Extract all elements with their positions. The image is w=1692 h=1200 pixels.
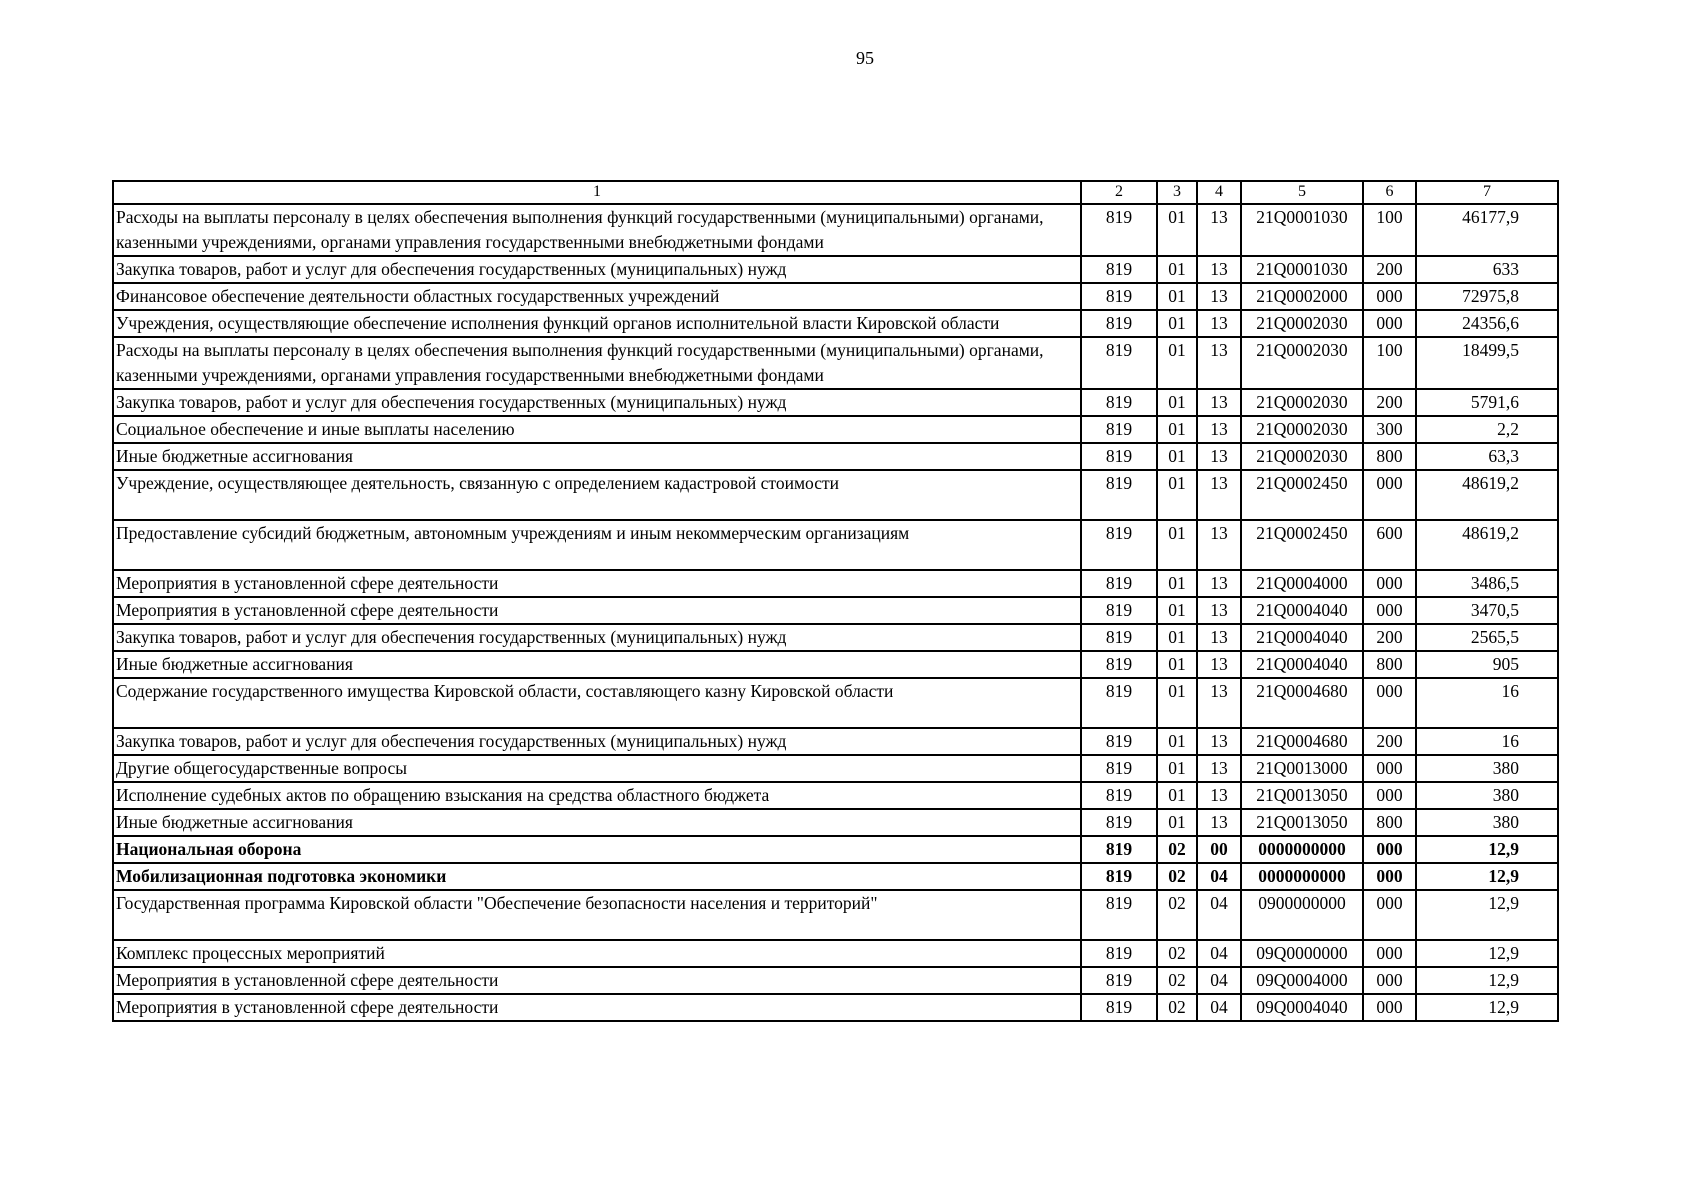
target-article-cell: 09Q0004040: [1241, 994, 1363, 1021]
amount-cell: 72975,8: [1416, 283, 1558, 310]
table-row: [113, 967, 1558, 994]
table-row: [113, 651, 1558, 678]
section-code-cell: 01: [1157, 204, 1197, 256]
expense-name-cell: Другие общегосударственные вопросы: [113, 755, 1081, 782]
header-cell: 6: [1363, 181, 1416, 204]
expense-name-cell: Мероприятия в установленной сфере деятельности: [113, 570, 1081, 597]
target-article-cell: 21Q0002030: [1241, 443, 1363, 470]
table-row: [113, 940, 1558, 967]
department-code-cell: 819: [1081, 389, 1157, 416]
subsection-code-cell: 13: [1197, 256, 1241, 283]
subsection-code-cell: 13: [1197, 470, 1241, 520]
target-article-cell: 21Q0013050: [1241, 782, 1363, 809]
expense-name-cell: Закупка товаров, работ и услуг для обеспечения государственных (муниципальных) нужд: [113, 256, 1081, 283]
expense-type-cell: 200: [1363, 728, 1416, 755]
expense-type-cell: 200: [1363, 389, 1416, 416]
department-code-cell: 819: [1081, 755, 1157, 782]
subsection-code-cell: 13: [1197, 728, 1241, 755]
table-row: [113, 597, 1558, 624]
expense-name-cell: Государственная программа Кировской области "Обеспечение безопасности населения и территорий": [113, 890, 1081, 940]
department-code-cell: 819: [1081, 283, 1157, 310]
expense-type-cell: 100: [1363, 337, 1416, 389]
subsection-code-cell: 13: [1197, 809, 1241, 836]
department-code-cell: 819: [1081, 443, 1157, 470]
amount-cell: 3486,5: [1416, 570, 1558, 597]
target-article-cell: 21Q0004680: [1241, 728, 1363, 755]
amount-cell: 18499,5: [1416, 337, 1558, 389]
amount-cell: 48619,2: [1416, 470, 1558, 520]
table-row: [113, 570, 1558, 597]
amount-cell: 16: [1416, 728, 1558, 755]
amount-cell: 12,9: [1416, 863, 1558, 890]
expense-type-cell: 000: [1363, 994, 1416, 1021]
target-article-cell: 21Q0013050: [1241, 809, 1363, 836]
expense-type-cell: 000: [1363, 836, 1416, 863]
department-code-cell: 819: [1081, 520, 1157, 570]
expense-type-cell: 000: [1363, 570, 1416, 597]
expense-type-cell: 100: [1363, 204, 1416, 256]
expense-type-cell: 000: [1363, 782, 1416, 809]
expense-type-cell: 800: [1363, 443, 1416, 470]
amount-cell: 46177,9: [1416, 204, 1558, 256]
target-article-cell: 21Q0004040: [1241, 651, 1363, 678]
department-code-cell: 819: [1081, 678, 1157, 728]
expense-name-cell: Иные бюджетные ассигнования: [113, 443, 1081, 470]
department-code-cell: 819: [1081, 967, 1157, 994]
amount-cell: 63,3: [1416, 443, 1558, 470]
section-code-cell: 01: [1157, 809, 1197, 836]
subsection-code-cell: 13: [1197, 416, 1241, 443]
target-article-cell: 21Q0002030: [1241, 389, 1363, 416]
expense-name-cell: Комплекс процессных мероприятий: [113, 940, 1081, 967]
expense-type-cell: 000: [1363, 863, 1416, 890]
table-row: [113, 728, 1558, 755]
section-code-cell: 01: [1157, 389, 1197, 416]
target-article-cell: 21Q0002030: [1241, 416, 1363, 443]
amount-cell: 380: [1416, 755, 1558, 782]
table-row: [113, 809, 1558, 836]
subsection-code-cell: 00: [1197, 836, 1241, 863]
amount-cell: 380: [1416, 809, 1558, 836]
section-code-cell: 02: [1157, 967, 1197, 994]
table-body: [113, 204, 1558, 1021]
section-code-cell: 01: [1157, 470, 1197, 520]
target-article-cell: 09Q0000000: [1241, 940, 1363, 967]
subsection-code-cell: 13: [1197, 755, 1241, 782]
amount-cell: 16: [1416, 678, 1558, 728]
expense-name-cell: Исполнение судебных актов по обращению взыскания на средства областного бюджета: [113, 782, 1081, 809]
expense-name-cell: Мероприятия в установленной сфере деятельности: [113, 967, 1081, 994]
section-code-cell: 01: [1157, 597, 1197, 624]
department-code-cell: 819: [1081, 597, 1157, 624]
amount-cell: 12,9: [1416, 890, 1558, 940]
expense-name-cell: Учреждения, осуществляющие обеспечение исполнения функций органов исполнительной власти Кировской области: [113, 310, 1081, 337]
expense-type-cell: 000: [1363, 678, 1416, 728]
header-cell: 3: [1157, 181, 1197, 204]
target-article-cell: 0900000000: [1241, 890, 1363, 940]
expense-name-cell: Закупка товаров, работ и услуг для обеспечения государственных (муниципальных) нужд: [113, 389, 1081, 416]
section-code-cell: 01: [1157, 337, 1197, 389]
section-code-cell: 01: [1157, 310, 1197, 337]
header-cell: 1: [113, 181, 1081, 204]
header-cell: 4: [1197, 181, 1241, 204]
section-code-cell: 02: [1157, 863, 1197, 890]
department-code-cell: 819: [1081, 337, 1157, 389]
amount-cell: 905: [1416, 651, 1558, 678]
table-row: [113, 337, 1558, 389]
amount-cell: 633: [1416, 256, 1558, 283]
section-code-cell: 01: [1157, 728, 1197, 755]
header-cell: 2: [1081, 181, 1157, 204]
section-code-cell: 01: [1157, 651, 1197, 678]
department-code-cell: 819: [1081, 256, 1157, 283]
department-code-cell: 819: [1081, 416, 1157, 443]
header-row: [113, 181, 1558, 204]
expense-name-cell: Мероприятия в установленной сфере деятельности: [113, 597, 1081, 624]
expense-type-cell: 000: [1363, 283, 1416, 310]
subsection-code-cell: 04: [1197, 994, 1241, 1021]
amount-cell: 24356,6: [1416, 310, 1558, 337]
expense-type-cell: 000: [1363, 470, 1416, 520]
subsection-code-cell: 13: [1197, 283, 1241, 310]
department-code-cell: 819: [1081, 470, 1157, 520]
subsection-code-cell: 13: [1197, 443, 1241, 470]
amount-cell: 12,9: [1416, 994, 1558, 1021]
department-code-cell: 819: [1081, 651, 1157, 678]
department-code-cell: 819: [1081, 570, 1157, 597]
header-cell: 5: [1241, 181, 1363, 204]
subsection-code-cell: 04: [1197, 863, 1241, 890]
expense-type-cell: 600: [1363, 520, 1416, 570]
table-row: [113, 470, 1558, 520]
subsection-code-cell: 13: [1197, 204, 1241, 256]
department-code-cell: 819: [1081, 890, 1157, 940]
subsection-code-cell: 13: [1197, 570, 1241, 597]
expense-type-cell: 000: [1363, 967, 1416, 994]
expense-name-cell: Мобилизационная подготовка экономики: [113, 863, 1081, 890]
department-code-cell: 819: [1081, 940, 1157, 967]
table-row: [113, 782, 1558, 809]
amount-cell: 12,9: [1416, 940, 1558, 967]
expense-name-cell: Иные бюджетные ассигнования: [113, 651, 1081, 678]
subsection-code-cell: 13: [1197, 520, 1241, 570]
table-row: [113, 256, 1558, 283]
target-article-cell: 21Q0004040: [1241, 597, 1363, 624]
expense-name-cell: Расходы на выплаты персоналу в целях обеспечения выполнения функций государственными (муниципальными) органами, казенными учреждениями, органами управления государственными внебюджетными фондами: [113, 337, 1081, 389]
subsection-code-cell: 13: [1197, 597, 1241, 624]
expense-type-cell: 000: [1363, 310, 1416, 337]
expense-type-cell: 800: [1363, 809, 1416, 836]
target-article-cell: 21Q0004040: [1241, 624, 1363, 651]
department-code-cell: 819: [1081, 809, 1157, 836]
table-row: [113, 890, 1558, 940]
amount-cell: 3470,5: [1416, 597, 1558, 624]
target-article-cell: 21Q0013000: [1241, 755, 1363, 782]
expense-type-cell: 000: [1363, 890, 1416, 940]
expense-name-cell: Финансовое обеспечение деятельности областных государственных учреждений: [113, 283, 1081, 310]
amount-cell: 5791,6: [1416, 389, 1558, 416]
expense-name-cell: Закупка товаров, работ и услуг для обеспечения государственных (муниципальных) нужд: [113, 624, 1081, 651]
section-code-cell: 01: [1157, 520, 1197, 570]
subsection-code-cell: 13: [1197, 678, 1241, 728]
section-code-cell: 01: [1157, 256, 1197, 283]
table-row: [113, 678, 1558, 728]
section-code-cell: 02: [1157, 890, 1197, 940]
subsection-code-cell: 04: [1197, 940, 1241, 967]
department-code-cell: 819: [1081, 994, 1157, 1021]
table-row: [113, 836, 1558, 863]
amount-cell: 48619,2: [1416, 520, 1558, 570]
table-row: [113, 283, 1558, 310]
subsection-code-cell: 04: [1197, 967, 1241, 994]
target-article-cell: 21Q0002450: [1241, 470, 1363, 520]
table-row: [113, 520, 1558, 570]
expense-type-cell: 000: [1363, 597, 1416, 624]
amount-cell: 2565,5: [1416, 624, 1558, 651]
subsection-code-cell: 13: [1197, 310, 1241, 337]
expense-name-cell: Предоставление субсидий бюджетным, автономным учреждениям и иным некоммерческим организациям: [113, 520, 1081, 570]
department-code-cell: 819: [1081, 204, 1157, 256]
target-article-cell: 21Q0001030: [1241, 256, 1363, 283]
expense-name-cell: Иные бюджетные ассигнования: [113, 809, 1081, 836]
expense-name-cell: Социальное обеспечение и иные выплаты населению: [113, 416, 1081, 443]
expense-name-cell: Учреждение, осуществляющее деятельность, связанную с определением кадастровой стоимости: [113, 470, 1081, 520]
department-code-cell: 819: [1081, 782, 1157, 809]
section-code-cell: 01: [1157, 443, 1197, 470]
table-row: [113, 863, 1558, 890]
expense-type-cell: 200: [1363, 256, 1416, 283]
department-code-cell: 819: [1081, 836, 1157, 863]
expense-name-cell: Закупка товаров, работ и услуг для обеспечения государственных (муниципальных) нужд: [113, 728, 1081, 755]
target-article-cell: 21Q0004680: [1241, 678, 1363, 728]
expense-name-cell: Расходы на выплаты персоналу в целях обеспечения выполнения функций государственными (муниципальными) органами, казенными учреждениями, органами управления государственными внебюджетными фондами: [113, 204, 1081, 256]
subsection-code-cell: 13: [1197, 651, 1241, 678]
target-article-cell: 21Q0002450: [1241, 520, 1363, 570]
expense-type-cell: 300: [1363, 416, 1416, 443]
section-code-cell: 01: [1157, 678, 1197, 728]
table-row: [113, 624, 1558, 651]
section-code-cell: 01: [1157, 624, 1197, 651]
amount-cell: 380: [1416, 782, 1558, 809]
amount-cell: 12,9: [1416, 967, 1558, 994]
table-row: [113, 310, 1558, 337]
target-article-cell: 21Q0001030: [1241, 204, 1363, 256]
expense-name-cell: Мероприятия в установленной сфере деятельности: [113, 994, 1081, 1021]
table-row: [113, 204, 1558, 256]
department-code-cell: 819: [1081, 863, 1157, 890]
table-row: [113, 443, 1558, 470]
expense-type-cell: 000: [1363, 940, 1416, 967]
section-code-cell: 02: [1157, 940, 1197, 967]
subsection-code-cell: 13: [1197, 389, 1241, 416]
table-row: [113, 389, 1558, 416]
subsection-code-cell: 13: [1197, 782, 1241, 809]
table-row: [113, 994, 1558, 1021]
section-code-cell: 01: [1157, 755, 1197, 782]
section-code-cell: 01: [1157, 570, 1197, 597]
table-header: [113, 181, 1558, 204]
target-article-cell: 0000000000: [1241, 863, 1363, 890]
target-article-cell: 09Q0004000: [1241, 967, 1363, 994]
target-article-cell: 21Q0002030: [1241, 337, 1363, 389]
section-code-cell: 02: [1157, 836, 1197, 863]
table-row: [113, 755, 1558, 782]
section-code-cell: 02: [1157, 994, 1197, 1021]
amount-cell: 2,2: [1416, 416, 1558, 443]
budget-table: [112, 180, 1559, 1022]
expense-name-cell: Национальная оборона: [113, 836, 1081, 863]
target-article-cell: 21Q0004000: [1241, 570, 1363, 597]
subsection-code-cell: 04: [1197, 890, 1241, 940]
subsection-code-cell: 13: [1197, 337, 1241, 389]
target-article-cell: 0000000000: [1241, 836, 1363, 863]
department-code-cell: 819: [1081, 728, 1157, 755]
section-code-cell: 01: [1157, 782, 1197, 809]
target-article-cell: 21Q0002000: [1241, 283, 1363, 310]
target-article-cell: 21Q0002030: [1241, 310, 1363, 337]
table-row: [113, 416, 1558, 443]
section-code-cell: 01: [1157, 416, 1197, 443]
department-code-cell: 819: [1081, 624, 1157, 651]
expense-type-cell: 000: [1363, 755, 1416, 782]
header-cell: 7: [1416, 181, 1558, 204]
subsection-code-cell: 13: [1197, 624, 1241, 651]
expense-type-cell: 200: [1363, 624, 1416, 651]
amount-cell: 12,9: [1416, 836, 1558, 863]
section-code-cell: 01: [1157, 283, 1197, 310]
department-code-cell: 819: [1081, 310, 1157, 337]
page-number: 95: [856, 48, 874, 68]
expense-name-cell: Содержание государственного имущества Кировской области, составляющего казну Кировской области: [113, 678, 1081, 728]
expense-type-cell: 800: [1363, 651, 1416, 678]
